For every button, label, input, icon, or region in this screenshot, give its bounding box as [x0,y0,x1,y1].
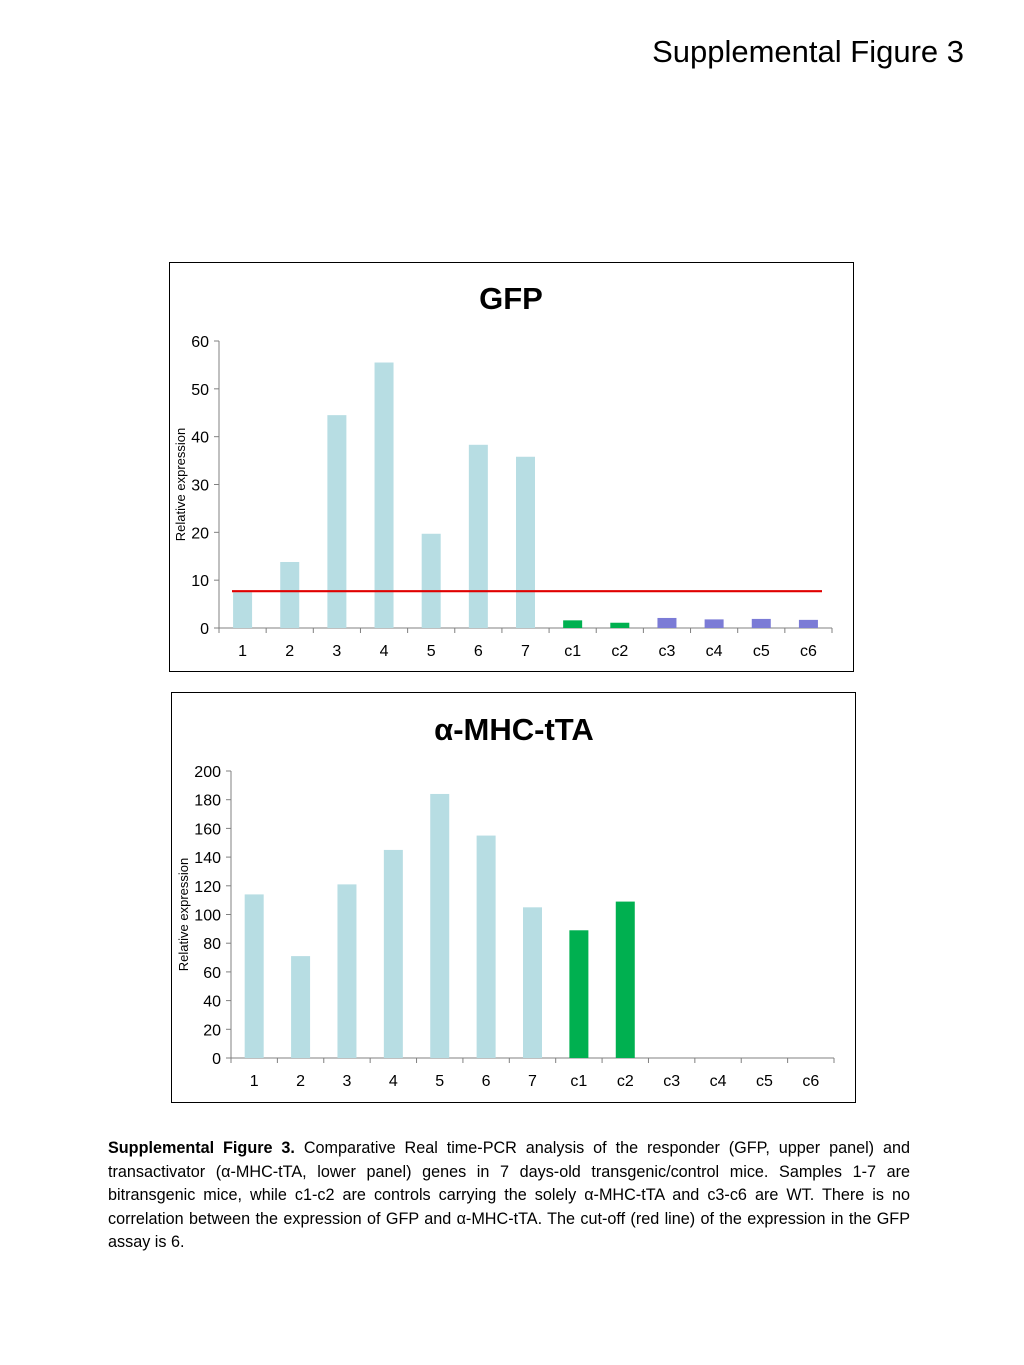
page-title: Supplemental Figure 3 [652,34,964,69]
bar-2 [280,562,299,628]
bar-1 [245,894,264,1058]
y-tick-label: 60 [203,964,221,982]
mhc-tta-chart [172,693,855,1102]
bar-7 [516,457,535,628]
bar-1 [233,592,252,628]
y-tick-label: 40 [191,429,209,447]
mhc-tta-chart-panel [171,692,856,1103]
x-tick-label: c2 [616,1073,634,1090]
y-axis-label: Relative expression [173,427,188,542]
y-tick-label: 40 [203,993,221,1011]
x-tick-label: c1 [564,643,582,660]
x-tick-label: 7 [521,643,530,660]
caption-label: Supplemental Figure 3. [108,1139,295,1157]
x-tick-label: c3 [663,1073,681,1090]
x-tick-label: 6 [473,643,483,660]
bar-6 [477,836,496,1058]
bar-6 [469,445,488,628]
bar-2 [291,956,310,1058]
x-tick-label: c5 [752,643,770,660]
chart-title: GFP [479,281,543,316]
figure-caption [108,1137,910,1255]
y-tick-label: 140 [194,850,221,868]
y-tick-label: 80 [203,936,221,954]
x-tick-label: 5 [435,1073,445,1090]
x-tick-label: 6 [481,1073,491,1090]
caption-text: Comparative Real time-PCR analysis of the responder (GFP, upper panel) and transactivator (α-MHC-tTA, lower panel) genes in 7 days-old transgenic/control mice. Samples 1-7 are bitransgenic mice, while c1-c2 are controls carrying the solely α-MHC-tTA and c3-c6 are WT. There is no correlation between the expression of GFP and α-MHC-tTA. The cut-off (red line) of the expression in the GFP assay is 6. [108,1139,910,1251]
bar-3 [337,884,356,1058]
x-tick-label: 1 [249,1073,259,1090]
x-tick-label: 5 [426,643,436,660]
x-tick-label: c5 [755,1073,773,1090]
x-tick-label: c6 [799,643,817,660]
y-axis-label: Relative expression [176,857,191,972]
y-tick-label: 0 [212,1051,221,1068]
y-tick-label: 200 [194,764,221,781]
y-tick-label: 60 [191,334,209,351]
chart-title: α-MHC-tTA [434,712,594,747]
x-tick-label: 3 [342,1073,352,1090]
x-tick-label: 2 [285,643,295,660]
x-tick-label: c6 [802,1073,820,1090]
bar-c4 [705,619,724,628]
gfp-chart-panel [169,262,854,672]
x-tick-label: 4 [379,643,389,660]
x-tick-label: 7 [528,1073,537,1090]
y-tick-label: 20 [203,1022,221,1040]
y-tick-label: 0 [200,621,209,638]
x-tick-label: c4 [709,1073,727,1090]
bar-c2 [610,623,629,628]
y-tick-label: 100 [194,907,221,925]
y-tick-label: 10 [191,573,209,591]
bar-c2 [616,902,635,1058]
x-tick-label: 2 [296,1073,306,1090]
bar-4 [384,850,403,1058]
bar-c3 [657,618,676,628]
bar-5 [430,794,449,1058]
y-tick-label: 180 [194,792,221,810]
gfp-chart [170,263,853,671]
x-tick-label: c3 [658,643,676,660]
y-tick-label: 20 [191,525,209,543]
x-tick-label: 4 [388,1073,398,1090]
x-tick-label: c2 [611,643,629,660]
bar-4 [375,363,394,628]
bar-3 [327,415,346,628]
bar-c5 [752,619,771,628]
bar-7 [523,907,542,1058]
x-tick-label: c1 [570,1073,588,1090]
y-tick-label: 30 [191,477,209,495]
bar-c1 [569,930,588,1058]
y-tick-label: 50 [191,381,209,399]
x-tick-label: 1 [238,643,248,660]
y-tick-label: 120 [194,878,221,896]
y-tick-label: 160 [194,821,221,839]
x-tick-label: c4 [705,643,723,660]
bar-c6 [799,620,818,628]
bar-5 [422,534,441,628]
bar-c1 [563,620,582,628]
x-tick-label: 3 [332,643,342,660]
